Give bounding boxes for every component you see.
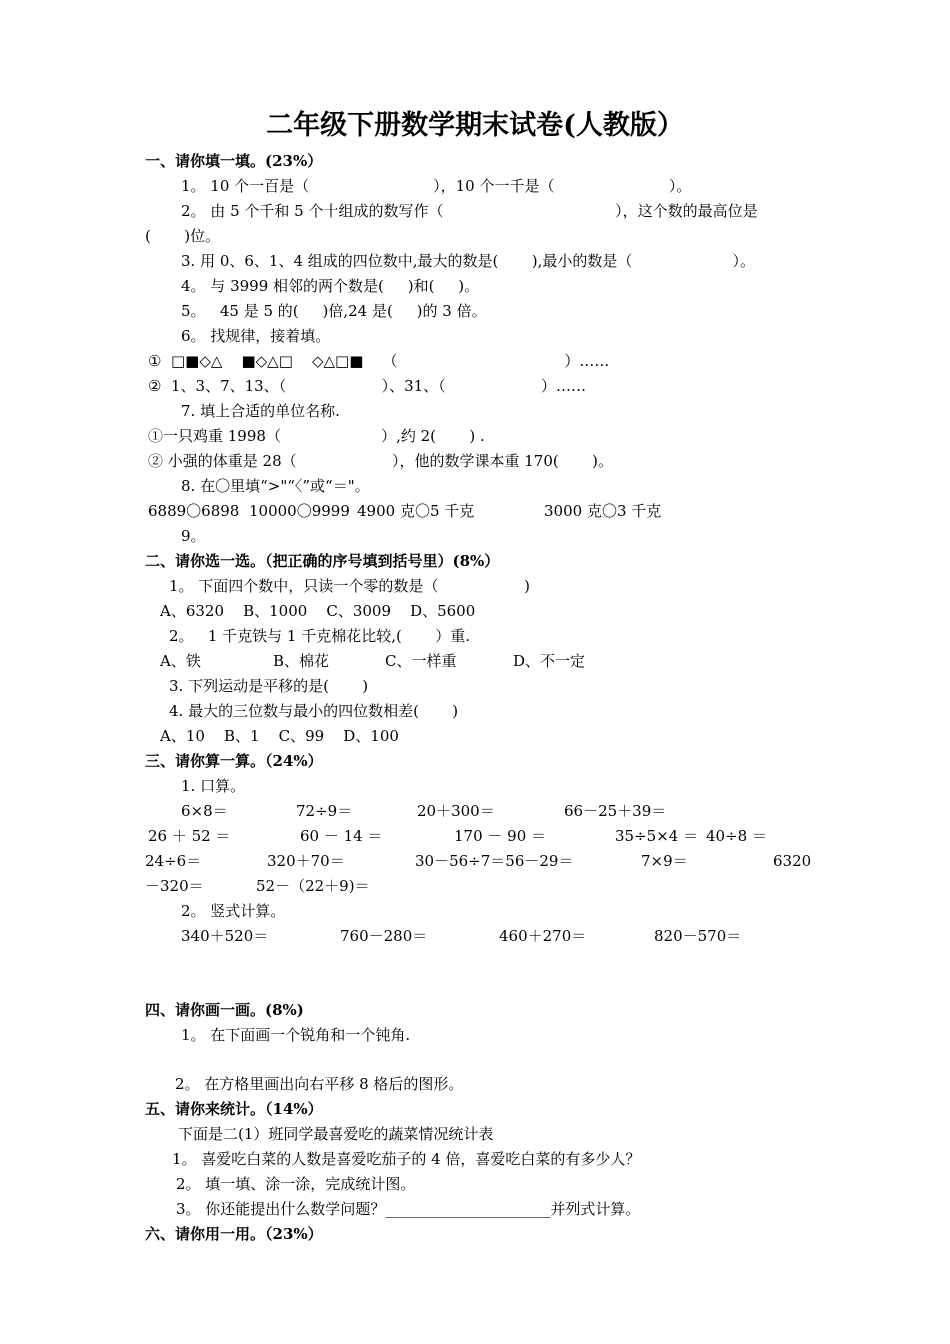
section-4-heading: 四、请你画一画。(8%) [145,1001,304,1019]
oral-item: 320＋70＝ [267,852,345,870]
oral-item: 40÷8 ＝ [706,827,767,845]
p2-q3: 3. 下列运动是平移的是( ) [169,677,369,695]
p2-q2-option-c: C、一样重 [385,652,457,670]
p1-q5: 5。 45 是 5 的( )倍,24 是( )的 3 倍。 [181,302,487,320]
p2-q2-option-a: A、铁 [160,652,201,670]
section-3-heading: 三、请你算一算。（24%） [145,752,323,770]
p1-q8-item-c: 4900 克〇5 千克 [357,502,475,520]
p1-q3: 3. 用 0、6、1、4 组成的四位数中,最大的数是( ),最小的数是（ ）。 [181,252,756,270]
oral-item: －320＝ [145,877,204,895]
oral-item: 26 ＋ 52 ＝ [148,827,231,845]
oral-item: 24÷6＝ [145,852,202,870]
p1-q1: 1。 10 个一百是（ ），10 个一千是（ ）。 [181,177,692,195]
p1-q6: 6。 找规律，接着填。 [181,327,331,345]
p1-q8: 8. 在〇里填“>"“〈”或“＝"。 [181,477,370,495]
oral-item: 20＋300＝ [417,802,495,820]
vertical-item: 760－280＝ [340,927,428,945]
p1-q2-line2: ( )位。 [145,227,221,245]
p1-q8-item-d: 3000 克〇3 千克 [544,502,662,520]
p2-q4: 4. 最大的三位数与最小的四位数相差( ) [169,702,459,720]
vertical-item: 340＋520＝ [181,927,269,945]
p2-q1: 1。 下面四个数中，只读一个零的数是（ ) [169,577,530,595]
vertical-calc-title: 2。 竖式计算。 [181,902,286,920]
p2-q2-option-b: B、棉花 [273,652,330,670]
p1-q7-b: ② 小强的体重是 28（ ），他的数学课本重 170( )。 [148,452,613,470]
p1-q7-a: ①一只鸡重 1998（ ）,约 2( ) . [148,427,485,445]
oral-item: 6×8＝ [181,802,228,820]
oral-item: 60 － 14 ＝ [300,827,383,845]
oral-item: 52－（22＋9)＝ [256,877,370,895]
oral-item: 72÷9＝ [296,802,353,820]
section-2-heading: 二、请你选一选。（把正确的序号填到括号里）(8%） [145,552,500,570]
oral-item: 6320 [773,852,812,870]
exam-title: 二年级下册数学期末试卷(人教版） [266,110,684,141]
p1-q4: 4。 与 3999 相邻的两个数是( )和( )。 [181,277,480,295]
p1-q6-pattern: ① □■◇△ ■◇△□ ◇△□■ （ ）…… [148,352,610,370]
p1-q7: 7. 填上合适的单位名称. [181,402,340,420]
p1-q9: 9。 [181,527,206,545]
vertical-item: 460＋270＝ [499,927,587,945]
p4-q1: 1。 在下面画一个锐角和一个钝角. [181,1026,411,1044]
p2-q2-option-d: D、不一定 [513,652,586,670]
p2-q2: 2。 1 千克铁与 1 千克棉花比较,( ）重. [169,627,471,645]
p1-q6-sequence: ② 1、3、7、13、（ ）、31、（ ）…… [148,377,587,395]
section-5-heading: 五、请你来统计。（14%） [145,1100,323,1118]
vertical-item: 820－570＝ [654,927,742,945]
section-6-heading: 六、请你用一用。（23%） [145,1225,323,1243]
p5-q3: 3。 你还能提出什么数学问题？______________________并列式计算。 [176,1200,641,1218]
oral-calc-title: 1. 口算。 [181,777,246,795]
oral-item: 66－25＋39＝ [564,802,667,820]
p5-intro: 下面是二(1）班同学最喜爱吃的蔬菜情况统计表 [178,1125,494,1143]
oral-item: 7×9＝ [641,852,688,870]
p5-q2: 2。 填一填、涂一涂，完成统计图。 [176,1175,416,1193]
oral-item: 170 － 90 ＝ [454,827,547,845]
oral-item: 35÷5×4 ＝ [615,827,699,845]
oral-item: 30－56÷7＝56－29＝ [415,852,574,870]
section-1-heading: 一、请你填一填。(23%） [145,152,323,170]
p4-q2: 2。 在方格里画出向右平移 8 格后的图形。 [175,1075,464,1093]
p2-q1-options: A、6320 B、1000 C、3009 D、5600 [160,602,476,620]
p1-q8-item-b: 10000〇9999 [249,502,350,520]
p1-q8-item-a: 6889〇6898 [148,502,240,520]
p1-q2-line1: 2。 由 5 个千和 5 个十组成的数写作（ ），这个数的最高位是 [181,202,758,220]
p5-q1: 1。 喜爱吃白菜的人数是喜爱吃茄子的 4 倍，喜爱吃白菜的有多少人？ [172,1150,641,1168]
p2-q4-options: A、10 B、1 C、99 D、100 [160,727,399,745]
